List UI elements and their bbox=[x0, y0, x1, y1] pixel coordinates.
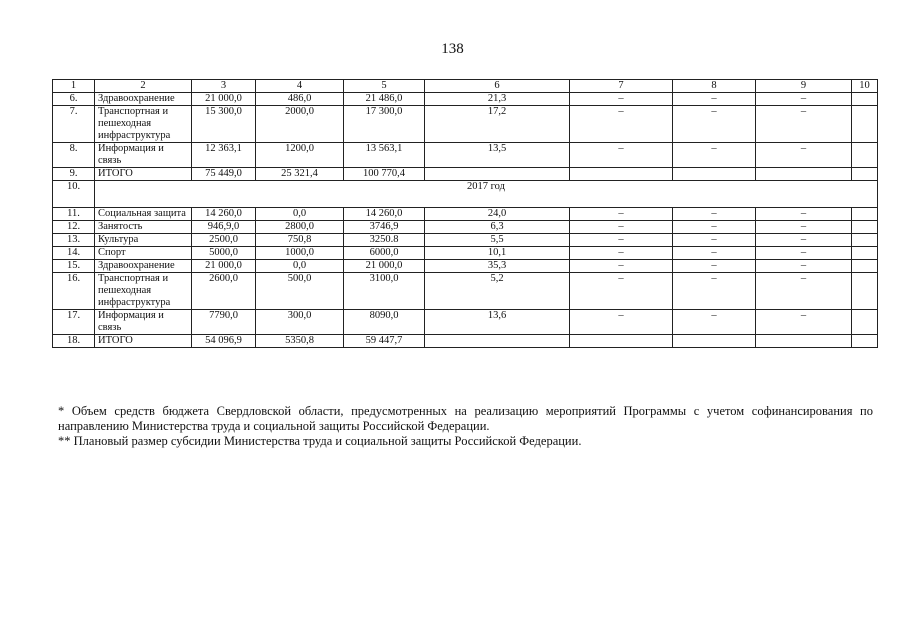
col6-value: 6,3 bbox=[425, 221, 570, 234]
column-header: 3 bbox=[192, 80, 256, 93]
col7-value bbox=[570, 335, 673, 348]
table-row bbox=[53, 335, 878, 348]
col4-value: 2800,0 bbox=[256, 221, 344, 234]
column-header: 7 bbox=[570, 80, 673, 93]
data-table bbox=[52, 79, 878, 348]
table-row bbox=[53, 310, 878, 335]
row-number: 13. bbox=[53, 234, 95, 247]
row-name: Здравоохранение bbox=[95, 260, 192, 273]
col8-value: – bbox=[673, 106, 756, 143]
col5-value: 8090,0 bbox=[344, 310, 425, 335]
row-number: 15. bbox=[53, 260, 95, 273]
col5-value: 3100,0 bbox=[344, 273, 425, 310]
col9-value: – bbox=[756, 234, 852, 247]
col8-value: – bbox=[673, 273, 756, 310]
col6-value: 10,1 bbox=[425, 247, 570, 260]
col9-value bbox=[756, 335, 852, 348]
column-header: 9 bbox=[756, 80, 852, 93]
col9-value: – bbox=[756, 273, 852, 310]
col10-value bbox=[852, 93, 878, 106]
row-name: Занятость bbox=[95, 221, 192, 234]
footnote-budget: * Объем средств бюджета Свердловской области, предусмотренных на реализацию мероприятий Программы с учетом софинансирования по направлению Министерства труда и социальной защиты Российской Федерации. bbox=[58, 404, 873, 433]
row-name: Транспортная и пешеходная инфраструктура bbox=[95, 273, 192, 310]
col5-value: 21 000,0 bbox=[344, 260, 425, 273]
col8-value bbox=[673, 168, 756, 181]
row-number: 14. bbox=[53, 247, 95, 260]
col6-value bbox=[425, 168, 570, 181]
row-number: 9. bbox=[53, 168, 95, 181]
col7-value: – bbox=[570, 221, 673, 234]
col3-value: 21 000,0 bbox=[192, 93, 256, 106]
col7-value: – bbox=[570, 247, 673, 260]
col7-value: – bbox=[570, 143, 673, 168]
col4-value: 486,0 bbox=[256, 93, 344, 106]
year-label: 2017 год bbox=[95, 181, 878, 208]
col9-value: – bbox=[756, 143, 852, 168]
col7-value: – bbox=[570, 106, 673, 143]
col4-value: 25 321,4 bbox=[256, 168, 344, 181]
col3-value: 5000,0 bbox=[192, 247, 256, 260]
footnotes bbox=[58, 404, 873, 449]
row-name: Спорт bbox=[95, 247, 192, 260]
col6-value: 13,6 bbox=[425, 310, 570, 335]
col7-value: – bbox=[570, 93, 673, 106]
row-name: ИТОГО bbox=[95, 168, 192, 181]
col6-value: 5,2 bbox=[425, 273, 570, 310]
col3-value: 14 260,0 bbox=[192, 208, 256, 221]
column-header: 5 bbox=[344, 80, 425, 93]
col6-value: 24,0 bbox=[425, 208, 570, 221]
col8-value: – bbox=[673, 234, 756, 247]
col7-value: – bbox=[570, 234, 673, 247]
table-row bbox=[53, 93, 878, 106]
col4-value: 0,0 bbox=[256, 260, 344, 273]
col9-value: – bbox=[756, 310, 852, 335]
col4-value: 500,0 bbox=[256, 273, 344, 310]
table-row bbox=[53, 221, 878, 234]
row-number: 18. bbox=[53, 335, 95, 348]
col5-value: 13 563,1 bbox=[344, 143, 425, 168]
col7-value: – bbox=[570, 273, 673, 310]
col7-value: – bbox=[570, 208, 673, 221]
col9-value: – bbox=[756, 247, 852, 260]
col6-value: 5,5 bbox=[425, 234, 570, 247]
row-number: 7. bbox=[53, 106, 95, 143]
row-number: 6. bbox=[53, 93, 95, 106]
col7-value: – bbox=[570, 260, 673, 273]
col4-value: 1200,0 bbox=[256, 143, 344, 168]
table-row bbox=[53, 168, 878, 181]
footnote-subsidy: ** Плановый размер субсидии Министерства труда и социальной защиты Российской Федерации. bbox=[58, 434, 582, 448]
row-number: 10. bbox=[53, 181, 95, 208]
table-row bbox=[53, 273, 878, 310]
page-number: 138 bbox=[441, 41, 464, 57]
col5-value: 17 300,0 bbox=[344, 106, 425, 143]
col5-value: 6000,0 bbox=[344, 247, 425, 260]
col4-value: 2000,0 bbox=[256, 106, 344, 143]
col10-value bbox=[852, 310, 878, 335]
col4-value: 300,0 bbox=[256, 310, 344, 335]
column-header: 6 bbox=[425, 80, 570, 93]
col5-value: 14 260,0 bbox=[344, 208, 425, 221]
col10-value bbox=[852, 221, 878, 234]
col6-value: 35,3 bbox=[425, 260, 570, 273]
column-header: 10 bbox=[852, 80, 878, 93]
col3-value: 2600,0 bbox=[192, 273, 256, 310]
col10-value bbox=[852, 143, 878, 168]
col4-value: 1000,0 bbox=[256, 247, 344, 260]
col3-value: 21 000,0 bbox=[192, 260, 256, 273]
column-header: 1 bbox=[53, 80, 95, 93]
col9-value: – bbox=[756, 208, 852, 221]
col3-value: 54 096,9 bbox=[192, 335, 256, 348]
row-number: 8. bbox=[53, 143, 95, 168]
col7-value: – bbox=[570, 310, 673, 335]
table-row bbox=[53, 106, 878, 143]
col9-value: – bbox=[756, 221, 852, 234]
row-name: Социальная защита bbox=[95, 208, 192, 221]
col10-value bbox=[852, 106, 878, 143]
header-row bbox=[53, 80, 878, 93]
col8-value: – bbox=[673, 221, 756, 234]
column-header: 8 bbox=[673, 80, 756, 93]
col10-value bbox=[852, 208, 878, 221]
col3-value: 2500,0 bbox=[192, 234, 256, 247]
table-row bbox=[53, 143, 878, 168]
row-name: Здравоохранение bbox=[95, 93, 192, 106]
table-row bbox=[53, 208, 878, 221]
col5-value: 59 447,7 bbox=[344, 335, 425, 348]
col8-value: – bbox=[673, 260, 756, 273]
col6-value: 17,2 bbox=[425, 106, 570, 143]
col7-value bbox=[570, 168, 673, 181]
col9-value: – bbox=[756, 93, 852, 106]
column-header: 4 bbox=[256, 80, 344, 93]
col8-value: – bbox=[673, 247, 756, 260]
table-row bbox=[53, 247, 878, 260]
row-number: 12. bbox=[53, 221, 95, 234]
row-number: 17. bbox=[53, 310, 95, 335]
table-row bbox=[53, 260, 878, 273]
col10-value bbox=[852, 234, 878, 247]
col6-value bbox=[425, 335, 570, 348]
col4-value: 5350,8 bbox=[256, 335, 344, 348]
col4-value: 0,0 bbox=[256, 208, 344, 221]
table-body bbox=[53, 80, 878, 348]
col9-value bbox=[756, 168, 852, 181]
row-name: Информация и связь bbox=[95, 310, 192, 335]
col3-value: 15 300,0 bbox=[192, 106, 256, 143]
col10-value bbox=[852, 335, 878, 348]
col5-value: 21 486,0 bbox=[344, 93, 425, 106]
col9-value: – bbox=[756, 106, 852, 143]
row-name: Транспортная и пешеходная инфраструктура bbox=[95, 106, 192, 143]
col8-value: – bbox=[673, 143, 756, 168]
col6-value: 21,3 bbox=[425, 93, 570, 106]
row-number: 16. bbox=[53, 273, 95, 310]
col9-value: – bbox=[756, 260, 852, 273]
table-row bbox=[53, 234, 878, 247]
row-name: Информация и связь bbox=[95, 143, 192, 168]
row-name: Культура bbox=[95, 234, 192, 247]
col4-value: 750,8 bbox=[256, 234, 344, 247]
col10-value bbox=[852, 260, 878, 273]
col8-value bbox=[673, 335, 756, 348]
col8-value: – bbox=[673, 93, 756, 106]
col3-value: 7790,0 bbox=[192, 310, 256, 335]
col8-value: – bbox=[673, 310, 756, 335]
row-name: ИТОГО bbox=[95, 335, 192, 348]
col5-value: 3250.8 bbox=[344, 234, 425, 247]
col6-value: 13,5 bbox=[425, 143, 570, 168]
row-number: 11. bbox=[53, 208, 95, 221]
col3-value: 12 363,1 bbox=[192, 143, 256, 168]
col10-value bbox=[852, 168, 878, 181]
col10-value bbox=[852, 273, 878, 310]
col10-value bbox=[852, 247, 878, 260]
column-header: 2 bbox=[95, 80, 192, 93]
col3-value: 75 449,0 bbox=[192, 168, 256, 181]
col5-value: 100 770,4 bbox=[344, 168, 425, 181]
year-row bbox=[53, 181, 878, 208]
col5-value: 3746,9 bbox=[344, 221, 425, 234]
col3-value: 946,9,0 bbox=[192, 221, 256, 234]
col8-value: – bbox=[673, 208, 756, 221]
